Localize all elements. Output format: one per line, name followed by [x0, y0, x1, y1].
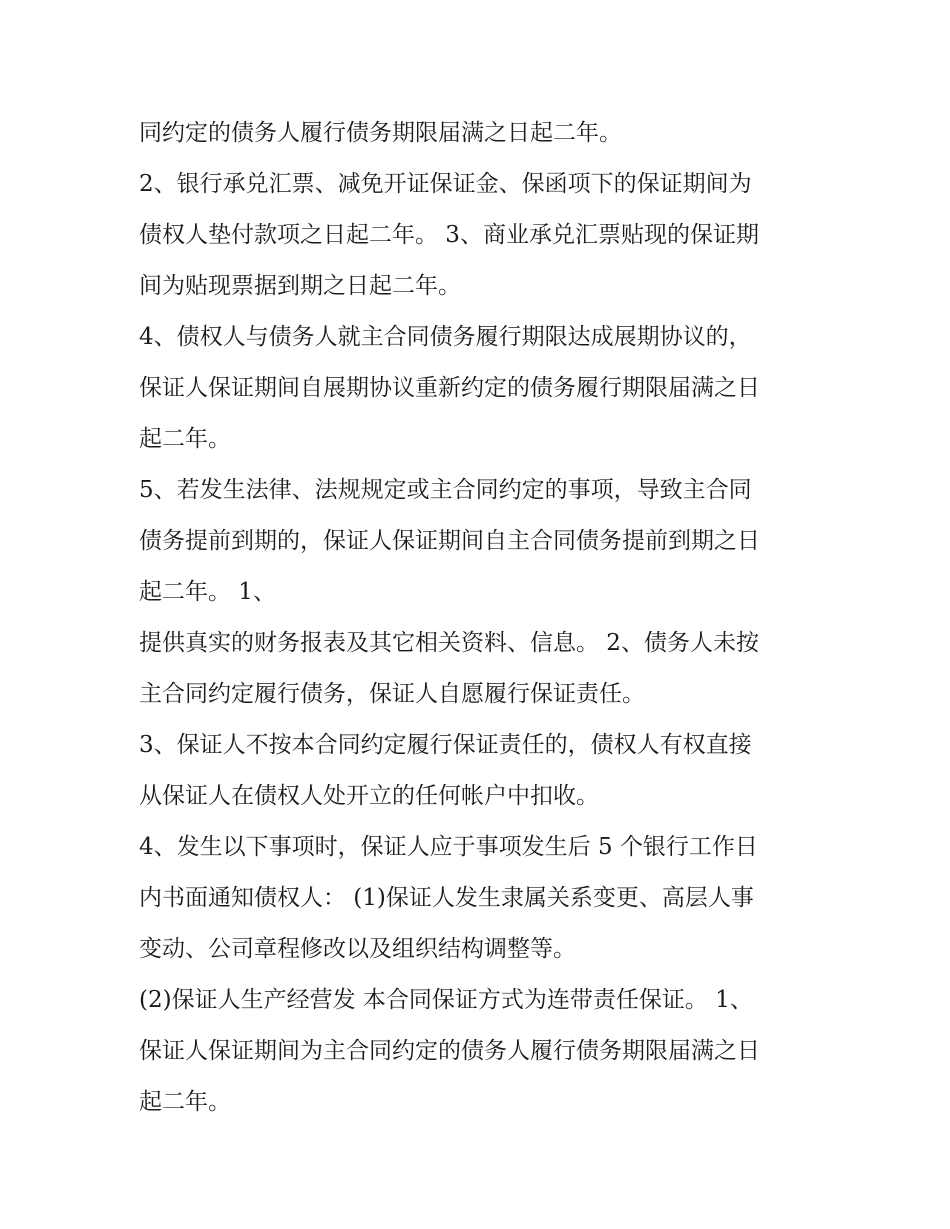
text-line: (2)保证人生产经营发 本合同保证方式为连带责任保证。 1、 — [139, 987, 753, 1013]
text-line: 提供真实的财务报表及其它相关资料、信息。 2、债务人未按 — [139, 630, 759, 656]
text-line: 从保证人在债权人处开立的任何帐户中扣收。 — [139, 783, 599, 809]
text-line: 保证人保证期间为主合同约定的债务人履行债务期限届满之日 — [139, 1038, 760, 1064]
text-line: 内书面通知债权人： (1)保证人发生隶属关系变更、高层人事 — [139, 885, 754, 911]
text-line: 债务提前到期的，保证人保证期间自主合同债务提前到期之日 — [139, 528, 760, 554]
document-body — [139, 108, 819, 1128]
text-line: 间为贴现票据到期之日起二年。 — [139, 273, 461, 299]
text-line: 起二年。 1、 — [139, 579, 276, 605]
text-line: 起二年。 — [139, 426, 231, 452]
text-line: 保证人保证期间自展期协议重新约定的债务履行期限届满之日 — [139, 375, 760, 401]
text-line: 主合同约定履行债务，保证人自愿履行保证责任。 — [139, 681, 645, 707]
text-line: 变动、公司章程修改以及组织结构调整等。 — [139, 936, 576, 962]
text-line: 债权人垫付款项之日起二年。 3、商业承兑汇票贴现的保证期 — [139, 222, 759, 248]
text-line: 同约定的债务人履行债务期限届满之日起二年。 — [139, 120, 622, 146]
text-line: 2、银行承兑汇票、减免开证保证金、保函项下的保证期间为 — [139, 171, 752, 197]
text-line: 5、若发生法律、法规规定或主合同约定的事项，导致主合同 — [139, 477, 752, 503]
text-line: 3、保证人不按本合同约定履行保证责任的，债权人有权直接 — [139, 732, 752, 758]
text-line: 起二年。 — [139, 1089, 231, 1115]
text-line: 4、发生以下事项时，保证人应于事项发生后 5 个银行工作日 — [139, 834, 758, 860]
text-line: 4、债权人与债务人就主合同债务履行期限达成展期协议的， — [139, 324, 752, 350]
